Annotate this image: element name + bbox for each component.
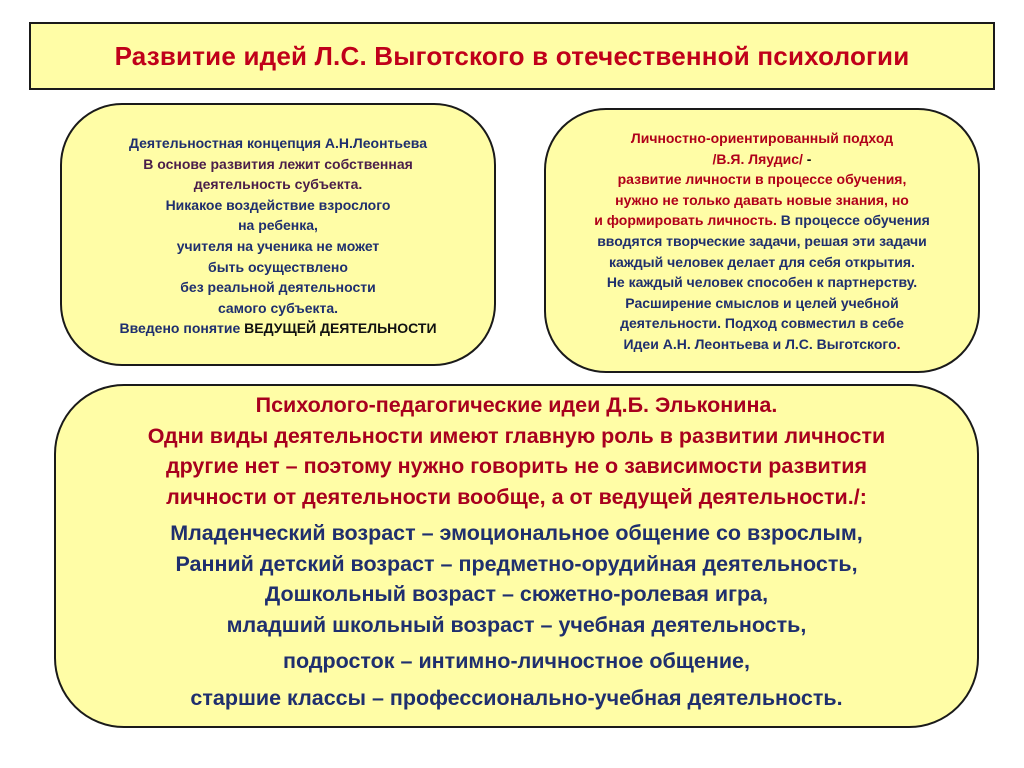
elkonin-thesis-line: другие нет – поэтому нужно говорить не о зависимости развития — [165, 454, 868, 478]
slide-title: Развитие идей Л.С. Выготского в отечественной психологии — [114, 40, 910, 71]
leontiev-line: самого субъекта. — [217, 299, 339, 316]
leontiev-line: на ребенка, — [238, 217, 318, 234]
leontiev-leading-activity-line — [62, 318, 494, 339]
lyaudis-author: /В.Я. Ляудис/ — [712, 150, 803, 167]
stage-infancy: Младенческий возраст – эмоциональное общение со взрослым, — [170, 521, 863, 545]
elkonin-thesis-line: личности от деятельности вообще, а от ведущей деятельности./: — [166, 484, 867, 509]
leontiev-line: В основе развития лежит собственная — [143, 155, 413, 172]
stage-senior-school: старшие классы – профессионально-учебная деятельность. — [190, 685, 843, 710]
elkonin-thesis-line: Одни виды деятельности имеют главную роль в развитии личности — [147, 423, 886, 448]
lyaudis-final-dot: . — [896, 335, 901, 352]
stage-adolescence: подросток – интимно-личностное общение, — [283, 649, 750, 673]
lyaudis-line: вводятся творческие задачи, решая эти задачи — [597, 232, 927, 249]
elkonin-heading: Психолого-педагогические идеи Д.Б. Эльконина. — [255, 393, 778, 417]
elkonin-ideas-panel — [54, 384, 979, 728]
stage-preschool: Дошкольный возраст – сюжетно-ролевая игра, — [264, 582, 769, 606]
lyaudis-line: Не каждый человек способен к партнерству. — [606, 274, 918, 291]
leontiev-line: деятельность субъекта. — [193, 176, 363, 193]
lyaudis-mixed-line — [546, 210, 978, 231]
lyaudis-final-text: Идеи А.Н. Леонтьева и Л.С. Выготского — [623, 335, 897, 352]
title-banner — [29, 22, 995, 90]
lyaudis-line: развитие личности в процессе обучения, — [617, 171, 907, 188]
lyaudis-author-line — [546, 149, 978, 170]
lyaudis-line-red-part: и формировать личность. — [594, 212, 777, 229]
stage-early-childhood: Ранний детский возраст – предметно-орудийная деятельность, — [175, 551, 858, 576]
leontiev-heading: Деятельностная концепция А.Н.Леонтьева — [128, 135, 428, 151]
leontiev-intro-text: Введено понятие — [119, 320, 245, 337]
leontiev-line: быть осуществлено — [208, 258, 348, 275]
lyaudis-line-navy-part: В процессе обучения — [776, 212, 930, 229]
leontiev-line: без реальной деятельности — [180, 279, 376, 296]
lyaudis-line: нужно не только давать новые знания, но — [615, 191, 909, 208]
leading-activity-term: ВЕДУЩЕЙ ДЕЯТЕЛЬНОСТИ — [244, 320, 437, 337]
stage-primary-school: младший школьный возраст – учебная деятельность, — [226, 612, 807, 637]
lyaudis-line: Расширение смыслов и целей учебной — [625, 294, 899, 311]
lyaudis-final-line — [546, 334, 978, 355]
leontiev-concept-panel — [60, 103, 496, 366]
leontiev-line: Никакое воздействие взрослого — [165, 196, 391, 213]
lyaudis-line: деятельности. Подход совместил в себе — [620, 315, 904, 332]
lyaudis-approach-panel — [544, 108, 980, 373]
leontiev-line: учителя на ученика не может — [176, 237, 380, 254]
lyaudis-dash: - — [802, 150, 812, 167]
lyaudis-line: каждый человек делает для себя открытия. — [609, 253, 915, 270]
lyaudis-heading: Личностно-ориентированный подход — [630, 130, 894, 146]
